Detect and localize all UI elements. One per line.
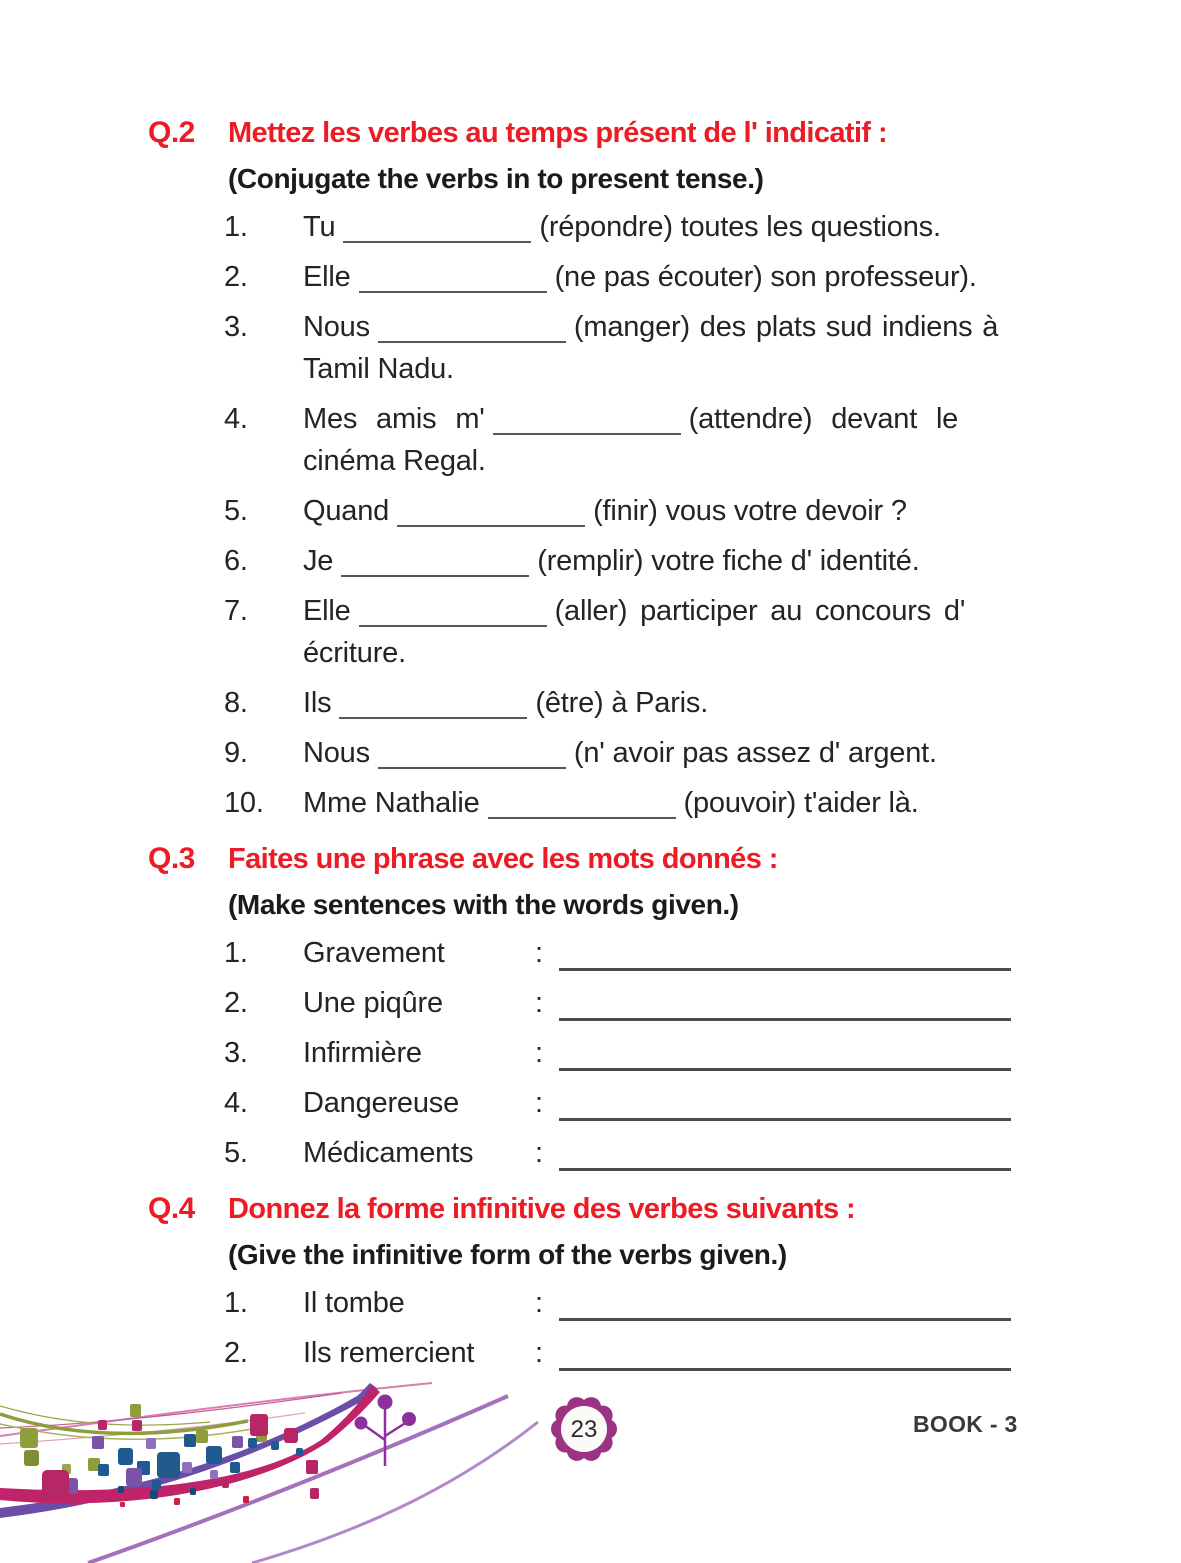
answer-blank	[378, 757, 566, 769]
item-sentence	[303, 540, 1032, 582]
text-before-blank: Nous	[303, 311, 370, 343]
list-item	[224, 1282, 1032, 1324]
section-heading	[148, 838, 1032, 880]
section-heading	[148, 112, 1032, 154]
list-item	[224, 782, 1032, 824]
text-before-blank: Mme Nathalie	[303, 787, 480, 819]
answer-blank	[343, 231, 531, 243]
question-number-label: Q.2	[148, 116, 195, 149]
answer-line	[559, 982, 1011, 1021]
answer-blank	[339, 707, 527, 719]
answer-blank	[397, 515, 585, 527]
text-after-blank: (pouvoir) t'aider là.	[683, 787, 919, 819]
book-label: BOOK - 3	[913, 1411, 1018, 1437]
text-before-blank: Quand	[303, 495, 390, 527]
answer-blank	[378, 331, 566, 343]
item-number: 7.	[224, 595, 248, 627]
list-item	[224, 398, 1032, 482]
item-number: 1.	[224, 937, 248, 969]
item-sentence	[303, 490, 1032, 532]
text-after-blank: (répondre) toutes les questions.	[539, 211, 941, 243]
section-q2	[148, 112, 1032, 824]
page-content	[148, 112, 1032, 1382]
item-number: 2.	[224, 987, 248, 1019]
colon-separator: :	[535, 987, 543, 1019]
given-word: Il tombe	[303, 1287, 405, 1319]
colon-separator: :	[535, 1137, 543, 1169]
item-number: 3.	[224, 311, 248, 343]
answer-blank	[493, 423, 681, 435]
text-second-line: écriture.	[303, 637, 406, 669]
given-word: Dangereuse	[303, 1087, 459, 1119]
text-after-blank: (remplir) votre fiche d' identité.	[537, 545, 920, 577]
colon-separator: :	[535, 1087, 543, 1119]
item-sentence	[303, 590, 1032, 674]
list-item	[224, 982, 1032, 1024]
item-number: 2.	[224, 1337, 248, 1369]
list-item	[224, 540, 1032, 582]
answer-line	[559, 1332, 1011, 1371]
text-after-blank: (attendre) devant le	[688, 403, 959, 435]
list-item	[224, 682, 1032, 724]
text-after-blank: (être) à Paris.	[535, 687, 709, 719]
colon-separator: :	[535, 1337, 543, 1369]
item-number: 10.	[224, 787, 264, 819]
item-number: 1.	[224, 1287, 248, 1319]
page-number: 23	[570, 1416, 598, 1443]
question-title-french: Donnez la forme infinitive des verbes suivants :	[228, 1193, 856, 1225]
word-list	[224, 932, 1032, 1174]
list-item	[224, 206, 1032, 248]
answer-line	[559, 1032, 1011, 1071]
item-sentence	[303, 682, 1032, 724]
question-title-french: Mettez les verbes au temps présent de l' indicatif :	[228, 117, 888, 149]
text-before-blank: Elle	[303, 261, 351, 293]
item-number: 5.	[224, 495, 248, 527]
question-title-english: (Conjugate the verbs in to present tense.)	[228, 163, 764, 194]
given-word: Infirmière	[303, 1037, 422, 1069]
list-item	[224, 256, 1032, 298]
item-sentence	[303, 732, 1032, 774]
text-after-blank: (n' avoir pas assez d' argent.	[573, 737, 937, 769]
question-title-english: (Make sentences with the words given.)	[228, 889, 739, 920]
answer-blank	[341, 565, 529, 577]
text-before-blank: Elle	[303, 595, 351, 627]
given-word: Médicaments	[303, 1137, 474, 1169]
question-title-french: Faites une phrase avec les mots donnés :	[228, 843, 778, 875]
given-word: Gravement	[303, 937, 445, 969]
list-item	[224, 1082, 1032, 1124]
text-second-line: Tamil Nadu.	[303, 353, 454, 385]
answer-blank	[488, 807, 676, 819]
text-before-blank: Tu	[303, 211, 336, 243]
fill-in-list	[224, 206, 1032, 824]
page-number-badge	[551, 1396, 617, 1462]
list-item	[224, 1132, 1032, 1174]
text-after-blank: (manger) des plats sud indiens à	[573, 311, 999, 343]
text-after-blank: (aller) participer au concours d'	[554, 595, 966, 627]
section-q3	[148, 838, 1032, 1174]
list-item	[224, 932, 1032, 974]
item-number: 4.	[224, 403, 248, 435]
colon-separator: :	[535, 1037, 543, 1069]
text-before-blank: Nous	[303, 737, 370, 769]
given-word: Une piqûre	[303, 987, 443, 1019]
item-sentence	[303, 398, 1032, 482]
section-heading	[148, 1188, 1032, 1230]
given-word: Ils remercient	[303, 1337, 475, 1369]
item-number: 1.	[224, 211, 248, 243]
question-number-label: Q.4	[148, 1192, 195, 1225]
word-list	[224, 1282, 1032, 1374]
item-number: 2.	[224, 261, 248, 293]
colon-separator: :	[535, 937, 543, 969]
list-item	[224, 590, 1032, 674]
item-number: 5.	[224, 1137, 248, 1169]
question-title-english: (Give the infinitive form of the verbs given.)	[228, 1239, 787, 1270]
section-q4	[148, 1188, 1032, 1374]
text-before-blank: Mes amis m'	[303, 403, 485, 435]
item-number: 3.	[224, 1037, 248, 1069]
item-sentence	[303, 306, 1032, 390]
answer-line	[559, 932, 1011, 971]
question-number-label: Q.3	[148, 842, 195, 875]
answer-blank	[359, 615, 547, 627]
item-sentence	[303, 782, 1032, 824]
item-number: 8.	[224, 687, 248, 719]
item-sentence	[303, 206, 1032, 248]
text-before-blank: Je	[303, 545, 334, 577]
item-number: 9.	[224, 737, 248, 769]
answer-line	[559, 1282, 1011, 1321]
list-item	[224, 306, 1032, 390]
item-number: 6.	[224, 545, 248, 577]
list-item	[224, 732, 1032, 774]
text-before-blank: Ils	[303, 687, 332, 719]
page-footer	[0, 1378, 1181, 1563]
berry-sprig-icon	[364, 1408, 407, 1466]
text-second-line: cinéma Regal.	[303, 445, 486, 477]
answer-line	[559, 1132, 1011, 1171]
text-after-blank: (ne pas écouter) son professeur).	[554, 261, 977, 293]
colon-separator: :	[535, 1287, 543, 1319]
list-item	[224, 1032, 1032, 1074]
text-after-blank: (finir) vous votre devoir ?	[593, 495, 907, 527]
confetti-swoosh-decoration-icon	[0, 1378, 640, 1563]
answer-line	[559, 1082, 1011, 1121]
item-number: 4.	[224, 1087, 248, 1119]
list-item	[224, 490, 1032, 532]
list-item	[224, 1332, 1032, 1374]
answer-blank	[359, 281, 547, 293]
item-sentence	[303, 256, 1032, 298]
